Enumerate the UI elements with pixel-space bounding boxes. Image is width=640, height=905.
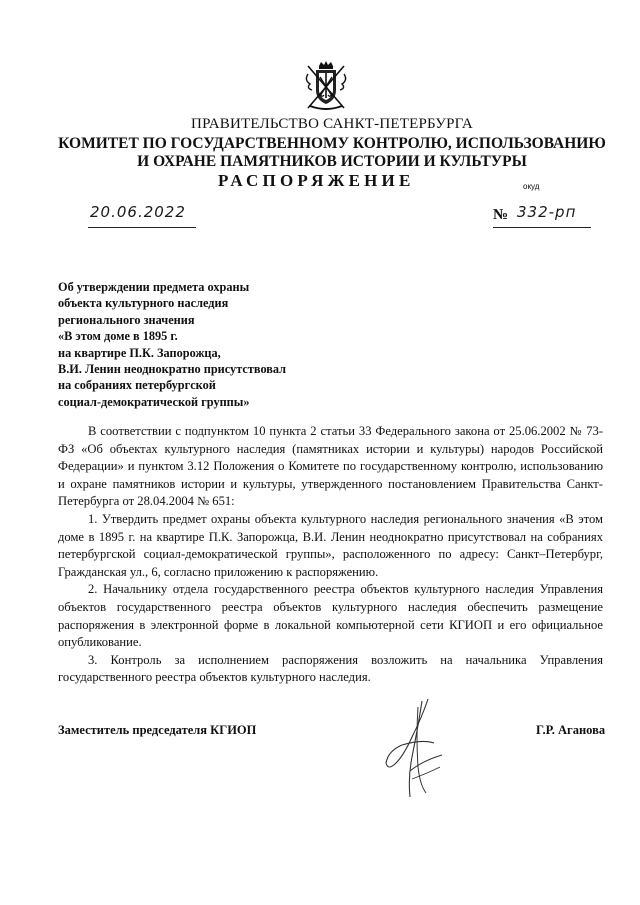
committee-title-line2: И ОХРАНЕ ПАМЯТНИКОВ ИСТОРИИ И КУЛЬТУРЫ [137,153,527,170]
subject-line: на квартире П.К. Запорожца, [58,345,221,360]
okud-label: окуд [523,182,540,191]
committee-title [12,135,640,171]
body-paragraph-item-2: 2. Начальнику отдела государственного реестра объектов культурного наследия Управления объектов государственного реестра объектов культурного наследия обеспечить размещение распоряжения в электронной форме в локальной компьютерной сети КГИОП и его официальное опубликование. [58,582,603,650]
subject-line: на собраниях петербургской [58,378,216,393]
signatory-name: Г.Р. Аганова [536,723,606,737]
subject-line: Об утверждении предмета охраны [58,280,250,294]
subject-line: «В этом доме в 1895 г. [58,329,178,344]
document-type: РАСПОРЯЖЕНИЕ [218,171,415,190]
subject-line: регионального значения [58,312,195,327]
subject-line: объекта культурного наследия [58,296,229,311]
subject-line: социал-демократической группы» [58,394,250,409]
number-field [493,203,591,228]
subject-block [58,279,378,410]
handwritten-signature-icon [382,697,454,803]
subject-line: В.И. Ленин неоднократно присутствовал [58,362,287,377]
document-date: 20.06.2022 [90,203,186,221]
coat-of-arms-icon [302,60,350,112]
body-paragraph-item-1: 1. Утвердить предмет охраны объекта культурного наследия регионального значения «В этом доме в 1895 г. на квартире П.К. Запорожца, В.И. Ленин неоднократно присутствовал на собраниях петербургской социал-демократической группы», расположенного по адресу: Санкт–Петербург, Гражданская ул., 6, согласно приложению к распоряжению. [58,511,603,579]
body-paragraph-preamble: В соответствии с подпунктом 10 пункта 2 статьи 33 Федерального закона от 25.06.2002 № 73-ФЗ «Об объектах культурного наследия (памятниках истории и культуры) народов Российской Федерации» и пунктом 3.12 Положения о Комитете по государственному контролю, использованию и охране памятников истории и культуры, утвержденного постановлением Правительства Санкт-Петербурга от 28.04.2004 № 651: [58,424,603,509]
government-title: ПРАВИТЕЛЬСТВО САНКТ-ПЕТЕРБУРГА [191,116,473,132]
body-text [58,423,603,687]
date-field [88,203,196,228]
body-paragraph-item-3: 3. Контроль за исполнением распоряжения возложить на начальника Управления государственного реестра объектов культурного наследия. [58,652,603,685]
committee-title-line1: КОМИТЕТ ПО ГОСУДАРСТВЕННОМУ КОНТРОЛЮ, ИСПОЛЬЗОВАНИЮ [58,135,606,152]
number-prefix: № [493,207,509,223]
document-number: 332-рп [517,203,577,221]
signatory-title: Заместитель председателя КГИОП [58,723,257,737]
